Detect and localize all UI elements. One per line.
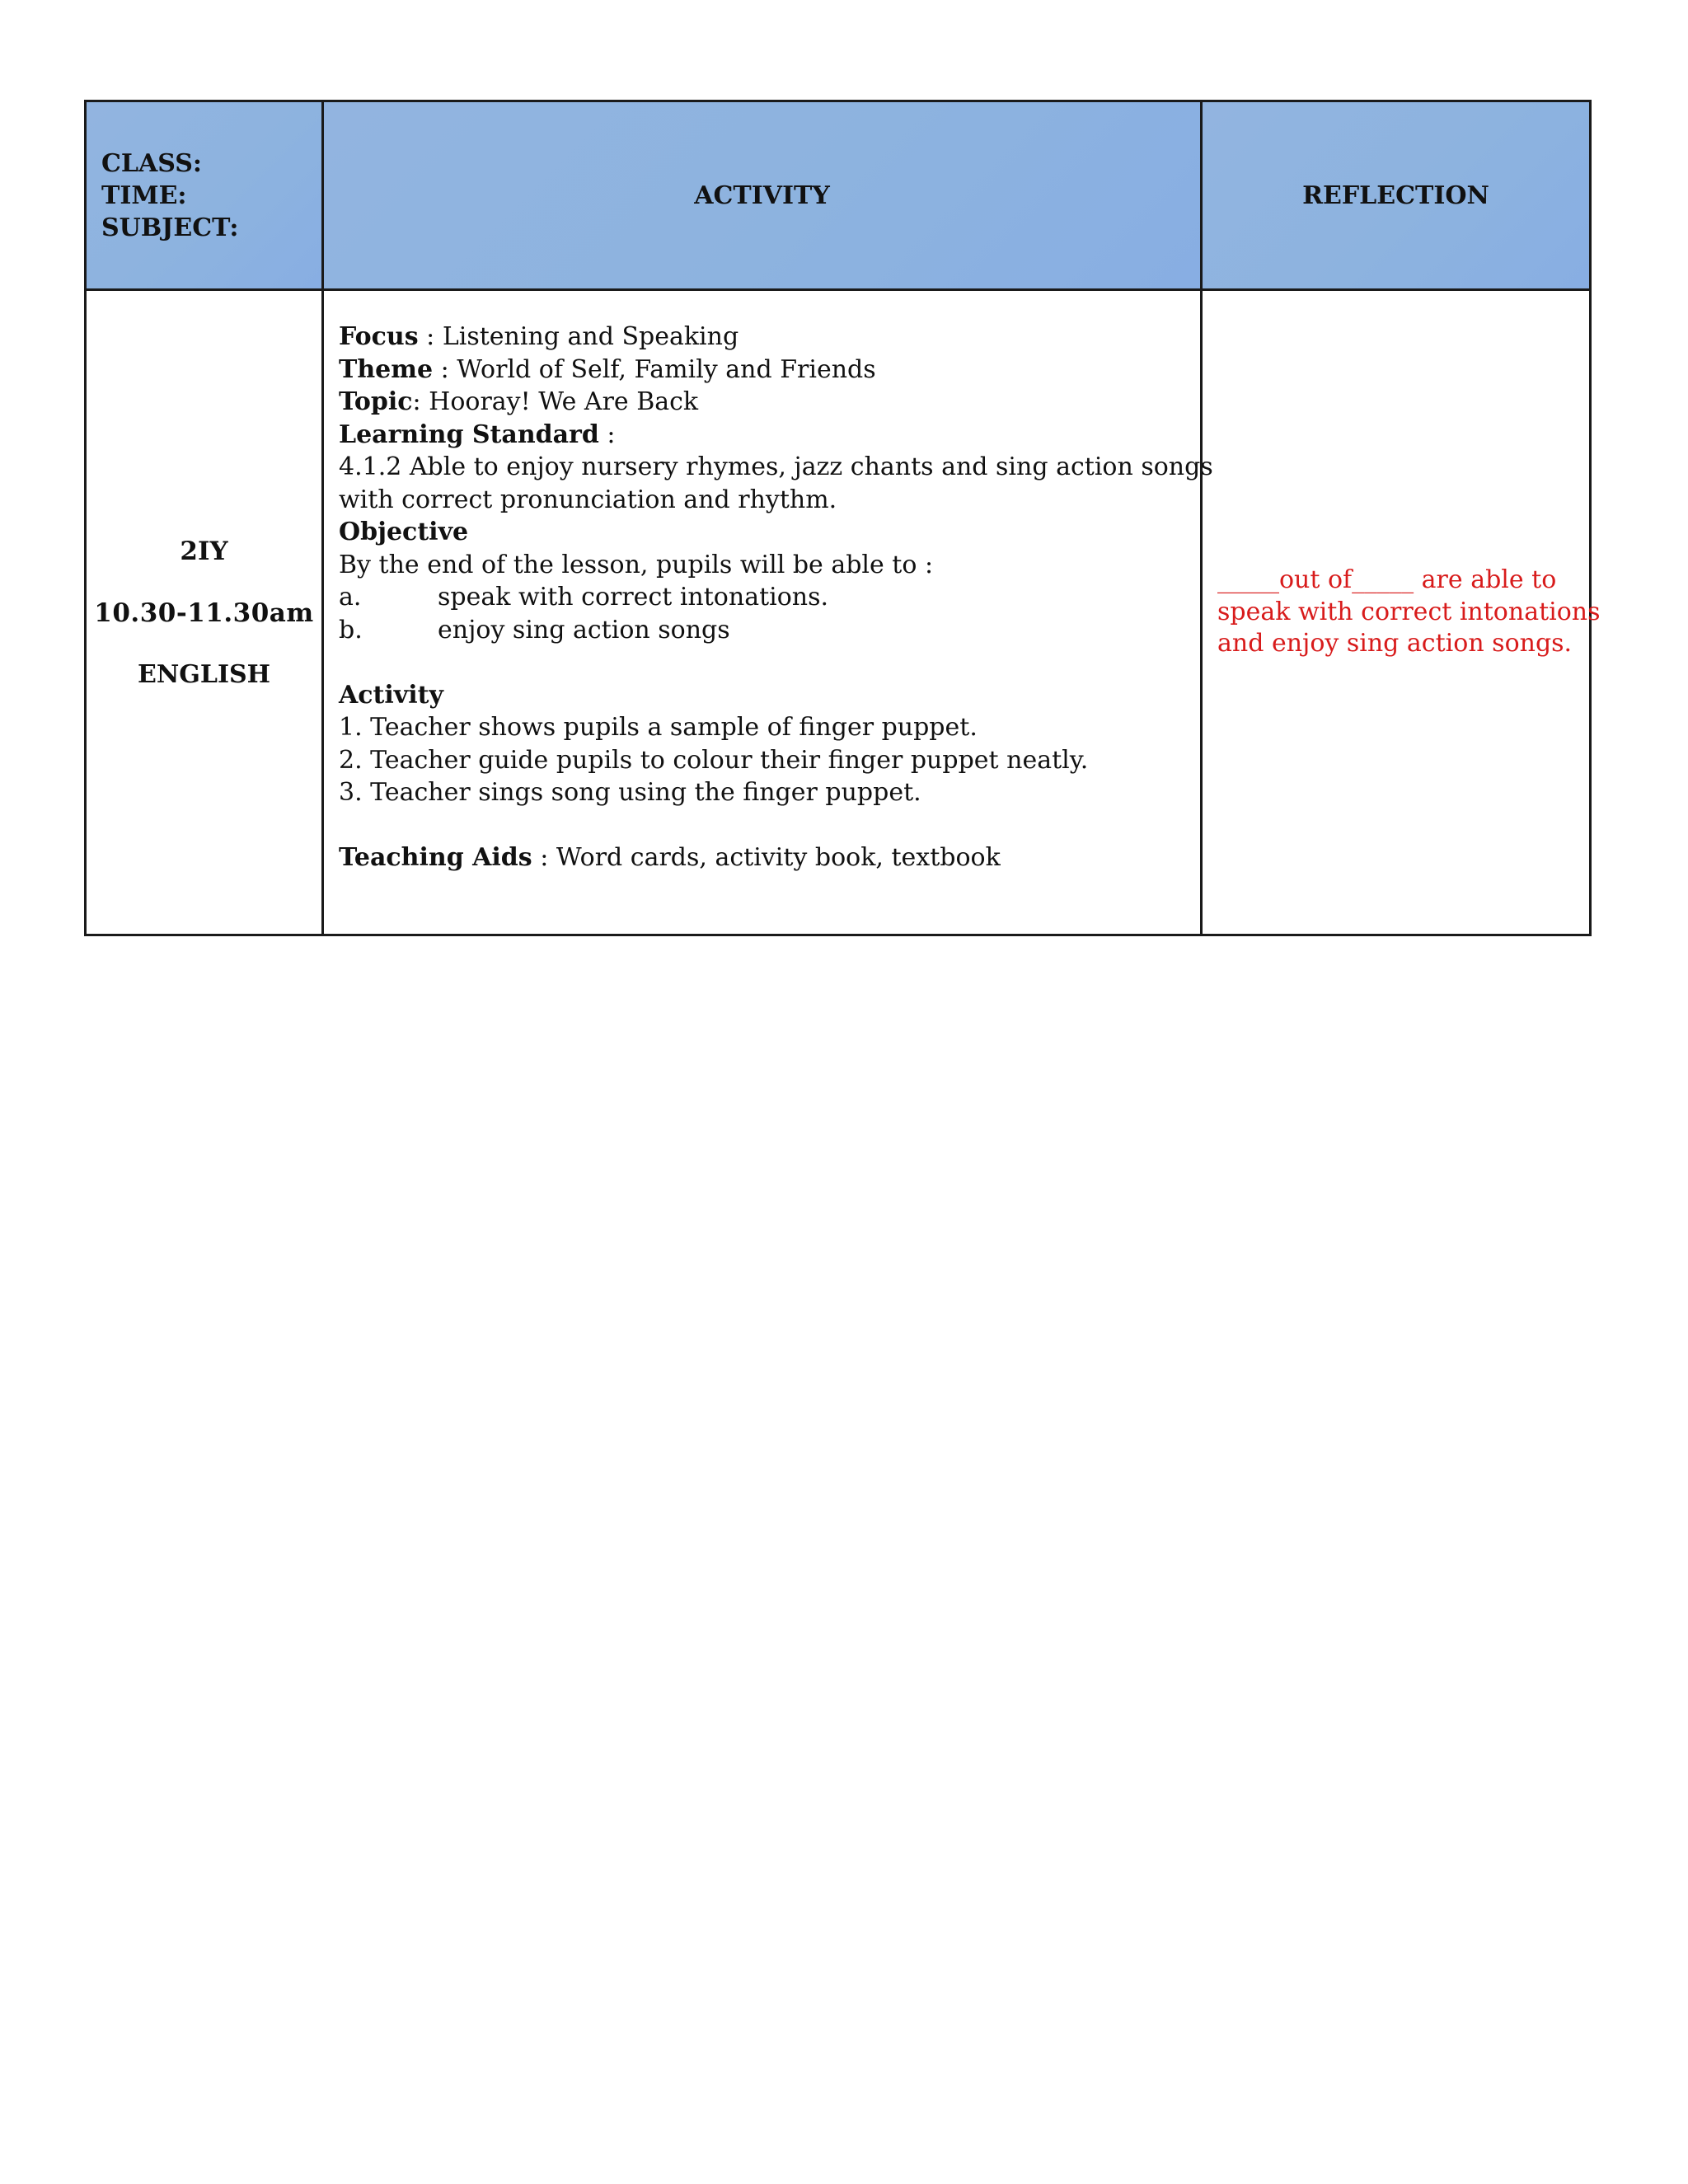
activity-header: ACTIVITY <box>323 101 1202 290</box>
focus-label: Focus <box>339 322 419 351</box>
activity-step: 2. Teacher guide pupils to colour their finger puppet neatly. <box>339 745 1089 775</box>
objective-text: speak with correct intonations. <box>438 583 829 612</box>
learning-standard-colon: : <box>598 419 616 449</box>
reflection-cell <box>1202 290 1601 935</box>
subject-value: ENGLISH <box>137 659 271 689</box>
objective-letter: a. <box>339 583 362 612</box>
topic-value: : Hooray! We Are Back <box>412 387 699 416</box>
learning-standard-label: Learning Standard <box>339 419 599 449</box>
activity-step: 1. Teacher shows pupils a sample of finger puppet. <box>339 713 978 742</box>
theme-label: Theme <box>339 354 434 384</box>
teaching-aids-value: : Word cards, activity book, textbook <box>532 843 1001 872</box>
activity-step: 3. Teacher sings song using the finger puppet. <box>339 778 921 807</box>
topic-label: Topic <box>339 387 413 416</box>
reflection-line: speak with correct intonations <box>1217 597 1601 626</box>
objective-letter: b. <box>339 615 363 644</box>
learning-standard-text-2: with correct pronunciation and rhythm. <box>339 485 837 514</box>
class-label: CLASS: <box>101 148 202 178</box>
activity-heading <box>339 679 1185 712</box>
reflection-line: _____out of_____ are able to <box>1217 565 1557 595</box>
learning-standard-text-1: 4.1.2 Able to enjoy nursery rhymes, jazz chants and sing action songs <box>339 452 1213 481</box>
activity-cell <box>323 290 1213 935</box>
header-row <box>86 101 1591 290</box>
objective-item <box>339 614 1185 647</box>
lesson-plan-table <box>84 100 1601 936</box>
time-value: 10.30-11.30am <box>94 598 314 628</box>
focus-line <box>339 321 1185 354</box>
class-details-cell <box>86 290 323 935</box>
objective-intro: By the end of the lesson, pupils will be able to : <box>339 550 934 579</box>
lesson-row <box>86 290 1591 935</box>
theme-value: : World of Self, Family and Friends <box>433 354 876 384</box>
subject-label: SUBJECT: <box>101 213 239 242</box>
class-value: 2IY <box>180 536 228 566</box>
objective-item <box>339 581 1185 614</box>
header-class-time-subject <box>86 101 323 290</box>
objective-label: Objective <box>339 518 469 546</box>
teaching-aids-line <box>339 841 1185 874</box>
reflection-line: and enjoy sing action songs. <box>1217 629 1573 658</box>
learning-standard-line <box>339 419 1185 452</box>
reflection-header: REFLECTION <box>1202 101 1591 290</box>
spacer <box>339 809 1185 842</box>
spacer <box>339 646 1185 679</box>
focus-value: : Listening and Speaking <box>418 322 739 351</box>
topic-line <box>339 386 1185 419</box>
teaching-aids-label: Teaching Aids <box>339 843 532 872</box>
objective-heading <box>339 516 1185 549</box>
theme-line <box>339 354 1185 387</box>
activity-label: Activity <box>339 680 443 710</box>
objective-text: enjoy sing action songs <box>438 615 730 644</box>
time-label: TIME: <box>101 180 187 210</box>
